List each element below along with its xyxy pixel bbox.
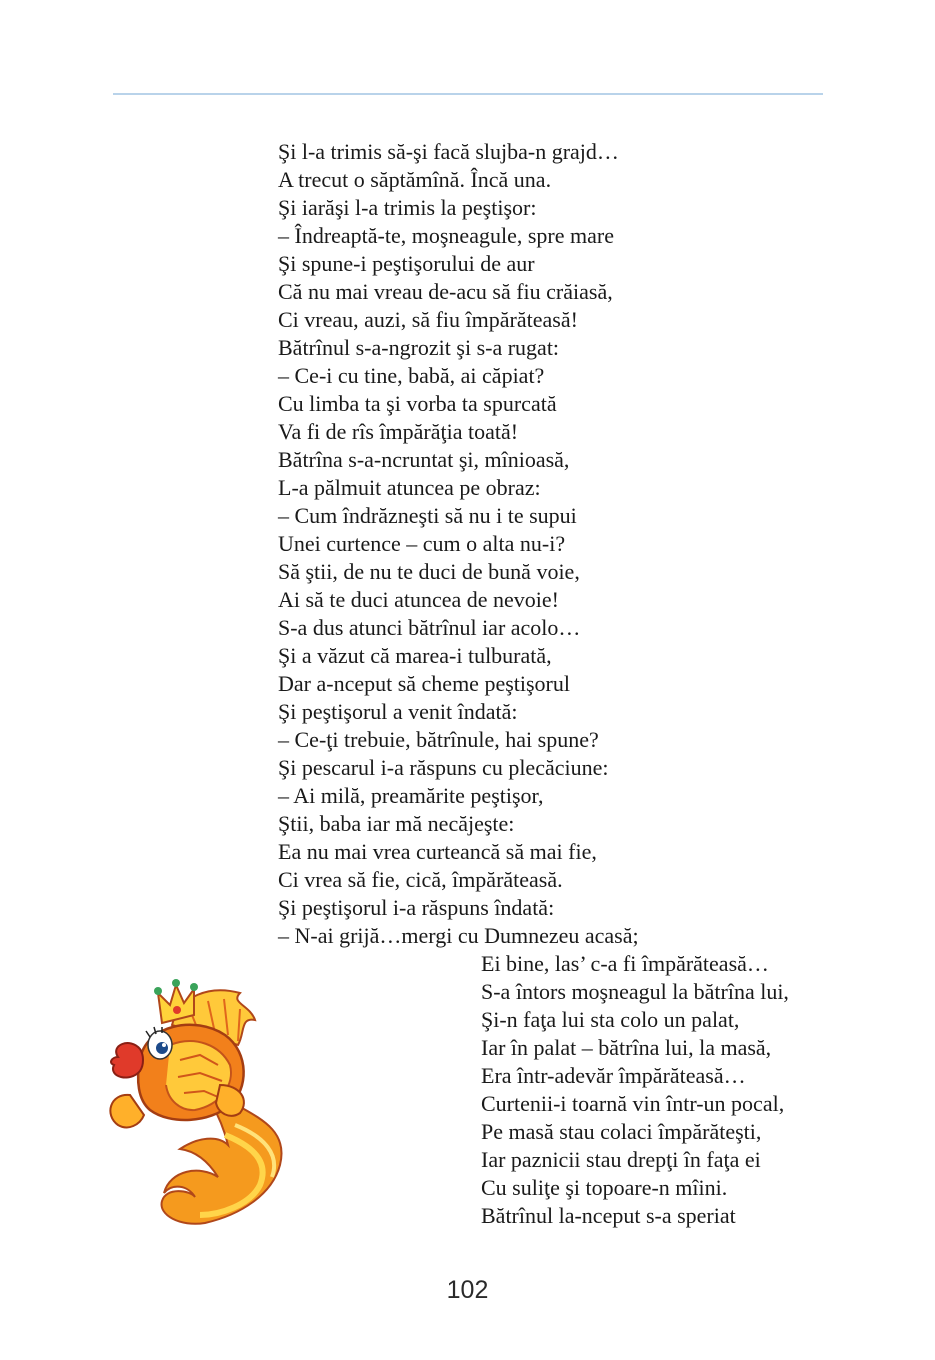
poem-line: Ea nu mai vrea curteancă să mai fie, — [278, 839, 597, 864]
golden-fish-with-crown-icon — [100, 965, 300, 1230]
poem-line: Şi a văzut că marea-i tulburată, — [278, 643, 552, 668]
poem-line: Ci vrea să fie, cică, împărăteasă. — [278, 867, 563, 892]
poem-right-column — [481, 950, 789, 1230]
header-rule — [113, 93, 823, 95]
poem-line: – Ce-i cu tine, babă, ai căpiat? — [278, 363, 545, 388]
poem-line: Bătrînul s-a-ngrozit şi s-a rugat: — [278, 335, 560, 360]
poem-line: Ai să te duci atuncea de nevoie! — [278, 587, 559, 612]
poem-line: S-a întors moşneagul la bătrîna lui, — [481, 979, 789, 1004]
poem-line: Ci vreau, auzi, să fiu împărăteasă! — [278, 307, 578, 332]
poem-line: Era într-adevăr împărăteasă… — [481, 1063, 746, 1088]
poem-line: Să ştii, de nu te duci de bună voie, — [278, 559, 580, 584]
poem-line: L-a pălmuit atuncea pe obraz: — [278, 475, 541, 500]
poem-line: Bătrîna s-a-ncruntat şi, mînioasă, — [278, 447, 570, 472]
poem-line: A trecut o săptămînă. Încă una. — [278, 167, 552, 192]
poem-line: Pe masă stau colaci împărăteşti, — [481, 1119, 762, 1144]
poem-line: Cu limba ta şi vorba ta spurcată — [278, 391, 557, 416]
poem-line: Şi peştişorul i-a răspuns îndată: — [278, 895, 555, 920]
poem-line: Şi spune-i peştişorului de aur — [278, 251, 535, 276]
poem-line: – Îndreaptă-te, moşneagule, spre mare — [278, 223, 614, 248]
poem-line: Şi iarăşi l-a trimis la peştişor: — [278, 195, 537, 220]
poem-line: Dar a-nceput să cheme peştişorul — [278, 671, 570, 696]
poem-line: – Ce-ţi trebuie, bătrînule, hai spune? — [278, 727, 599, 752]
poem-main-column — [278, 138, 639, 950]
page-number: 102 — [446, 1276, 489, 1304]
poem-line: Ştii, baba iar mă necăjeşte: — [278, 811, 515, 836]
poem-line: Bătrînul la-nceput s-a speriat — [481, 1203, 736, 1228]
poem-line: – N-ai grijă…mergi cu Dumnezeu acasă; — [278, 923, 639, 948]
poem-line: Curtenii-i toarnă vin într-un pocal, — [481, 1091, 785, 1116]
poem-line: Şi pescarul i-a răspuns cu plecăciune: — [278, 755, 609, 780]
poem-line: Unei curtence – cum o alta nu-i? — [278, 531, 566, 556]
poem-line: Şi-n faţa lui sta colo un palat, — [481, 1007, 740, 1032]
poem-line: – Cum îndrăzneşti să nu i te supui — [278, 503, 577, 528]
poem-line: S-a dus atunci bătrînul iar acolo… — [278, 615, 581, 640]
poem-line: Cu suliţe şi topoare-n mîini. — [481, 1175, 728, 1200]
poem-line: Iar în palat – bătrîna lui, la masă, — [481, 1035, 772, 1060]
poem-line: Va fi de rîs împărăţia toată! — [278, 419, 519, 444]
poem-line: Şi peştişorul a venit îndată: — [278, 699, 518, 724]
poem-line: – Ai milă, preamărite peştişor, — [278, 783, 544, 808]
poem-line: Ei bine, las’ c-a fi împărăteasă… — [481, 951, 769, 976]
poem-line: Iar paznicii stau drepţi în faţa ei — [481, 1147, 761, 1172]
poem-line: Că nu mai vreau de-acu să fiu crăiasă, — [278, 279, 613, 304]
poem-line: Şi l-a trimis să-şi facă slujba-n grajd… — [278, 139, 619, 164]
